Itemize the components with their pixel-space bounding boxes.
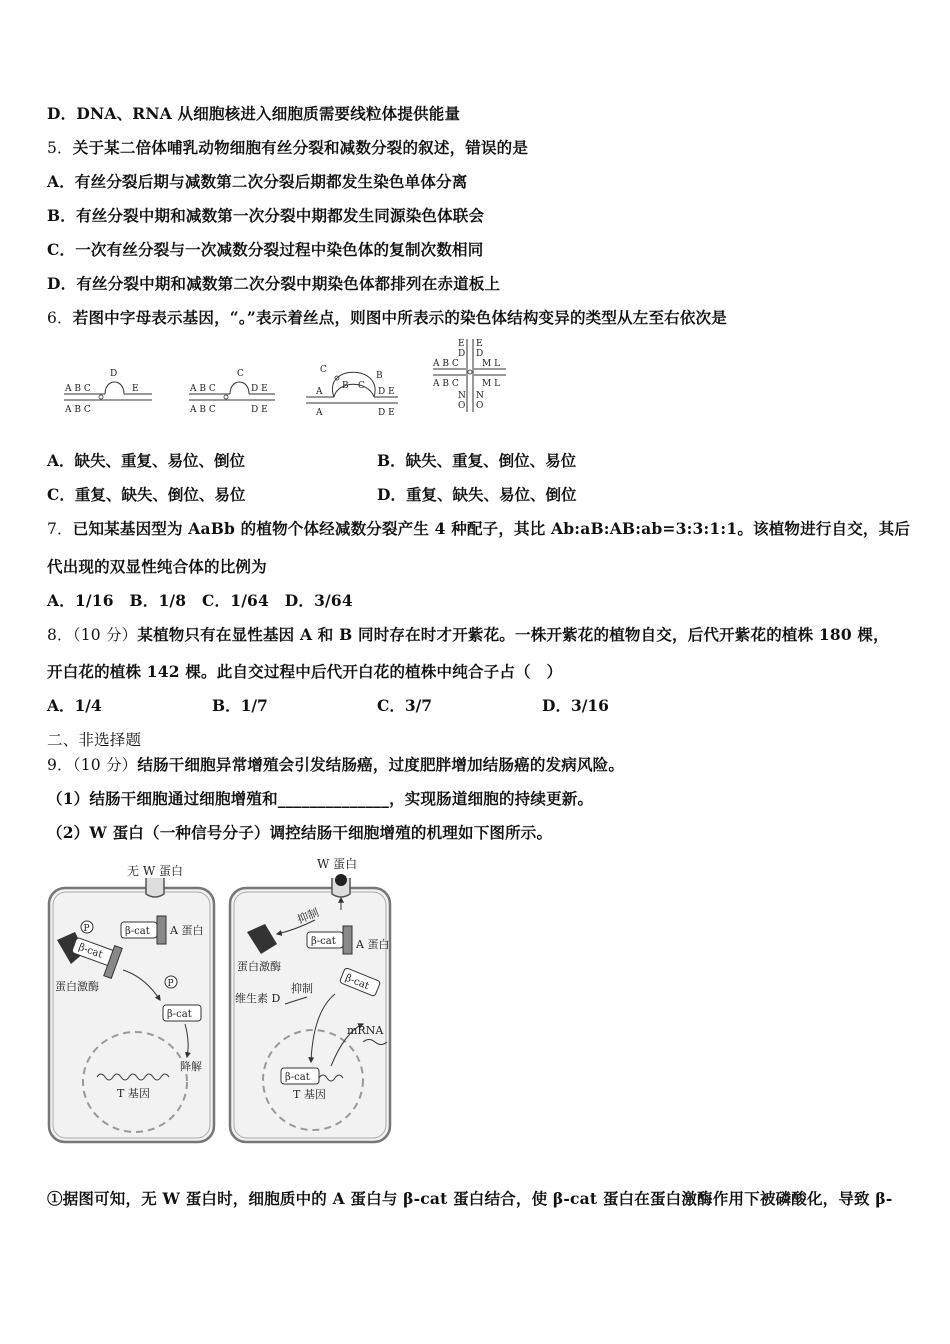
inhibit-label-1: 抑制	[295, 905, 321, 927]
d3-B-outer: B	[376, 371, 383, 381]
q9-sub2: （2）W 蛋白（一种信号分子）调控结肠干细胞增殖的机理如下图所示。	[47, 823, 553, 842]
t-gene-label-1: T 基因	[117, 1087, 150, 1100]
d2-bottom-genes: A B C	[190, 405, 216, 415]
w-protein-mechanism-figure	[45, 852, 395, 1150]
bcat-label-2: β-cat	[76, 941, 104, 961]
left-receptor	[146, 878, 164, 897]
left-title: 无 W 蛋白	[127, 864, 183, 878]
q8-stem-line2: 开白花的植株 142 棵。此自交过程中后代开白花的植株中纯合子占（ ）	[47, 662, 563, 681]
d4-left-top: A B C	[433, 359, 459, 369]
kinase-label-2: 蛋白激酶	[237, 960, 281, 973]
a-protein-3	[343, 926, 352, 954]
section-title: 二、非选择题	[47, 731, 142, 749]
d1-bottom-genes: A B C	[65, 405, 91, 415]
right-title: W 蛋白	[317, 857, 358, 871]
q7-stem-line2: 代出现的双显性纯合体的比例为	[47, 557, 267, 576]
q8-option-b: B．1/7	[212, 696, 268, 715]
q5-option-a: A．有丝分裂后期与减数第二次分裂后期都发生染色单体分离	[47, 172, 468, 191]
q8-score: （10 分）	[72, 626, 138, 644]
d3-C-inner: C	[358, 381, 365, 391]
chromosome-diagram-translocation	[430, 336, 510, 416]
inhibit-label-2: 抑制	[291, 982, 313, 995]
q5-stem: 关于某二倍体哺乳动物细胞有丝分裂和减数分裂的叙述，错误的是	[72, 138, 529, 157]
t-gene-label-2: T 基因	[293, 1088, 326, 1101]
q7-stem1: 已知某基因型为 AaBb 的植物个体经减数分裂产生 4 种配子，其比 Ab:aB:AB:ab=3:3:1:1。该植物进行自交，其后	[72, 519, 911, 538]
q5-number: 5．	[47, 139, 73, 157]
q8-option-c: C．3/7	[377, 696, 433, 715]
d3-B-inner: B	[342, 381, 349, 391]
q8-option-a: A．1/4	[47, 696, 102, 715]
q7-options: A．1/16 B．1/8 C．1/64 D．3/64	[47, 591, 353, 610]
chromosome-diagram-duplication	[185, 362, 285, 420]
d4-ML-top: M L	[482, 359, 501, 369]
d3-DE-top: D E	[378, 387, 395, 397]
a-protein-1	[157, 916, 166, 944]
d4-O2: O	[476, 401, 484, 411]
q9-number: 9．	[47, 756, 73, 774]
q9-stem-line	[47, 753, 624, 775]
d1-top-genes: A B C	[65, 384, 91, 394]
d4-E2: E	[476, 339, 483, 349]
q9-item1: ①据图可知，无 W 蛋白时，细胞质中的 A 蛋白与 β-cat 蛋白结合，使 β-cat 蛋白在蛋白激酶作用下被磷酸化，导致 β-	[47, 1189, 893, 1208]
d3-C-outer: C	[320, 365, 327, 375]
q6-stem: 若图中字母表示基因，“。”表示着丝点，则图中所表示的染色体结构变异的类型从左至右依次是	[72, 308, 727, 327]
q8-stem-line1	[47, 623, 889, 645]
q8-number: 8．	[47, 626, 73, 644]
q6-option-b: B．缺失、重复、倒位、易位	[377, 451, 577, 470]
q4-option-d: D．DNA、RNA 从细胞核进入细胞质需要线粒体提供能量	[47, 104, 461, 123]
d2-top-genes: A B C	[190, 384, 216, 394]
q7-stem-line1	[47, 517, 910, 539]
d4-E1: E	[458, 339, 465, 349]
d4-N2: N	[476, 391, 484, 401]
q6-option-a: A．缺失、重复、易位、倒位	[47, 451, 246, 470]
q9-score: （10 分）	[72, 756, 138, 774]
kinase-label-1: 蛋白激酶	[55, 980, 99, 993]
mrna-label: mRNA	[347, 1024, 384, 1037]
q6-option-c: C．重复、缺失、倒位、易位	[47, 485, 246, 504]
p1-label: P	[83, 924, 90, 934]
bcat-label-3: β-cat	[167, 1009, 192, 1020]
q9-sub1: （1）结肠干细胞通过细胞增殖和______________，实现肠道细胞的持续更新。	[47, 789, 594, 808]
chromosome-diagram-inversion	[302, 360, 412, 420]
d3-DE-bottom: D E	[378, 408, 395, 418]
degrade-label: 降解	[180, 1060, 202, 1073]
bcat-label-6: β-cat	[285, 1072, 310, 1083]
q5-option-c: C．一次有丝分裂与一次减数分裂过程中染色体的复制次数相同	[47, 240, 484, 259]
a-protein-label-3: A 蛋白	[356, 938, 390, 951]
bcat-label-4: β-cat	[311, 936, 336, 947]
w-protein-icon	[335, 874, 347, 886]
d3-A-bottom: A	[316, 408, 323, 418]
d4-D1: D	[458, 349, 466, 359]
bcat-label-5: β-cat	[343, 972, 371, 993]
q9-stem: 结肠干细胞异常增殖会引发结肠癌，过度肥胖增加结肠癌的发病风险。	[137, 755, 625, 774]
q5-option-d: D．有丝分裂中期和减数第二次分裂中期染色体都排列在赤道板上	[47, 274, 501, 293]
d1-right-gene: E	[132, 384, 139, 394]
d4-N1: N	[458, 391, 466, 401]
q8-stem1: 某植物只有在显性基因 A 和 B 同时存在时才开紫花。一株开紫花的植物自交，后代开紫花的植株 180 棵，	[137, 625, 889, 644]
d4-O1: O	[458, 401, 466, 411]
d4-left-bottom: A B C	[433, 379, 459, 389]
q5-option-b: B．有丝分裂中期和减数第一次分裂中期都发生同源染色体联会	[47, 206, 485, 225]
d1-loop-gene: D	[110, 369, 118, 379]
vitd-label: 维生素 D	[235, 992, 281, 1005]
p2-label: P	[167, 979, 174, 989]
a-protein-label-1: A 蛋白	[170, 924, 204, 937]
chromosome-diagram-deletion	[60, 362, 160, 420]
d3-A-top: A	[316, 387, 323, 397]
q7-number: 7．	[47, 520, 73, 538]
q6-stem-line	[47, 306, 727, 328]
q6-option-d: D．重复、缺失、易位、倒位	[377, 485, 577, 504]
bcat-label-1: β-cat	[125, 926, 150, 937]
d2-right-top-genes: D E	[251, 384, 268, 394]
d4-ML-bottom: M L	[482, 379, 501, 389]
q5-stem-line	[47, 136, 528, 158]
right-cell-membrane	[230, 888, 390, 1142]
d4-D2: D	[476, 349, 484, 359]
q8-option-d: D．3/16	[542, 696, 609, 715]
d2-loop-gene: C	[237, 369, 244, 379]
d2-right-bottom-genes: D E	[251, 405, 268, 415]
q6-number: 6．	[47, 309, 73, 327]
